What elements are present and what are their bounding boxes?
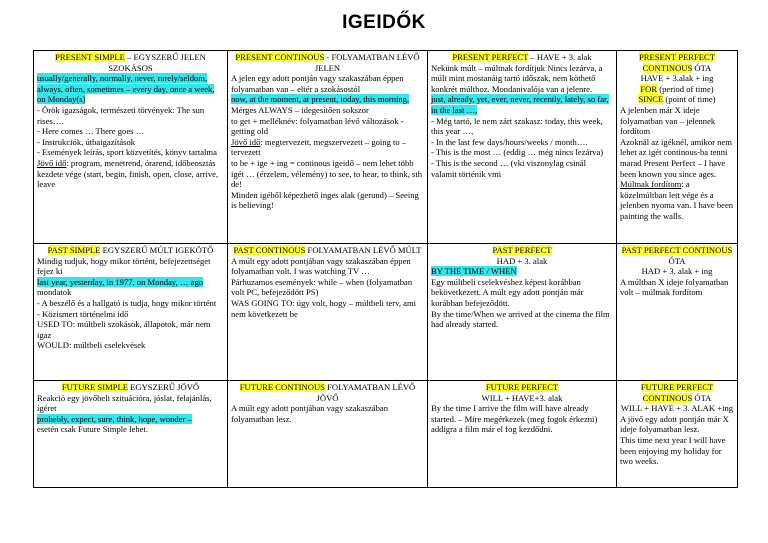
text-line: - Események leírás, sport közvetítés, könyv tartalma [37,147,217,158]
text-line: - Közismert történelmi idő [37,308,129,319]
cell-past-simple [34,244,228,381]
text-line: A múlt egy adott pontjában vagy szakaszában folyamatban lesz. [231,403,389,424]
cell-past-continous [228,244,428,381]
tense-name: PAST CONTINOUS [233,245,306,255]
text-line: (point of time) [663,94,716,105]
tense-name: PAST PERFECT CONTINOUS [621,245,733,255]
cell-past-perfect-continous [617,244,738,381]
tense-subtitle: ÓTA [692,392,712,403]
text-line: mondatok [37,287,72,298]
text-line: - Here comes … There goes … [37,126,145,137]
tense-name: PAST SIMPLE [47,245,101,255]
keyword-since: SINCE [638,94,664,105]
cell-heading [431,382,613,393]
cell-present-continous [228,51,428,244]
text-line: A jelen egy adott pontján vagy szakaszában éppen folyamatban van – eltér a szokásostól [231,73,404,94]
formula: WILL + HAVE+3. alak [481,392,563,403]
tense-subtitle: FOLYAMATBAN LÉVŐ JÖVŐ [316,382,416,403]
cell-heading [231,382,424,403]
text-line: - Instrukciók, útbaigazítások [37,136,136,147]
signal-words: last year, yesterday, in 1977, on Monday, … ago [37,276,204,287]
text-line: USED TO: múltbeli szokások, állapotok, már nem igaz [37,319,211,340]
underlined-term: Jövő idő [231,136,261,147]
text-line: - This is the second … (vki viszonylag csinál valamit történik vmi [431,157,586,179]
text-line: - A beszélő és a hallgató is tudja, hogy mikor történt [37,297,217,308]
underlined-term: Múltnak fordítom [620,179,682,190]
text-line: - In the last few days/hours/weeks / month…. [431,136,588,147]
text-line: : a közelmúltban lett vége és a jelenben nyoma van. I have been painting the walls. [620,179,734,221]
text-line: Egy múltbeli cselekvéshez képest korábban bekövetkezett. A múlt egy adott pontján már korábban befejeződött. [431,276,584,308]
text-line: Mindig tudjuk, hogy mikor történt, befejezettséget fejez ki [37,255,211,277]
cell-present-simple [34,51,228,244]
tense-subtitle: EGYSZERŰ JÖVŐ [128,382,200,392]
cell-future-perfect [428,381,617,488]
cell-heading [620,382,734,403]
text-line: to get + melléknév: folyamatban lévő változások - getting old [231,115,404,137]
tense-name: FUTURE CONTINOUS [239,382,325,392]
text-line: Azoknál az igéknél, amikor nem lehet az igét continous-ba tenni marad Present Perfect – I have been known you since ages. [620,136,732,179]
text-line: : program, menetrend, órarend, időbeosztás kezdete vége (start, begin, finish, open, close, arrive, leave [37,157,219,190]
for-line [620,84,734,95]
tense-subtitle: – HAVE + 3. alak [528,52,592,62]
tense-subtitle: EGYSZERŰ MÚLT IGEKÖTŐ [100,245,214,255]
keyword-for: FOR [640,83,658,94]
cell-heading [37,52,224,73]
text-line: Reakció egy jövőbeli szituációra, jóslat, felajánlás, ígéret [37,392,212,414]
text-line: esetén csak Future Simple lehet. [37,424,148,435]
cell-heading [37,382,224,393]
table-row-past [34,244,738,381]
text-line: to be + ige + ing = continous igeidő – nem lehet több igét … (érzelem, vélemény) to see, to hear, to think, sth de! [231,157,423,190]
text-line: : megtervezett, megszervezett – going to – tervezett [231,136,407,158]
cell-future-simple [34,381,228,488]
tense-name: PRESENT PERFECT [452,52,529,62]
cell-heading [620,245,734,256]
tense-subtitle: ÓTA [692,62,712,73]
text-line: - Még tartó, le nem zárt szakasz: today, this week, this year …, [431,115,603,137]
text-line: Párhuzamos események: while – when (folyamatban volt PC, befejeződött PS) [231,276,413,298]
text-line: (period of time) [657,83,714,94]
signal-words: usually/generally, normally, never, rarely/seldom, always, often, sometimes – every day, once a week, on Monday(s) [37,73,215,105]
text-line: - This is the most … (eddig … még nincs lezárva) [431,147,604,158]
tense-name: PRESENT CONTINOUS [235,52,325,62]
text-line: By the time I arrive the film will have already started. – Mire megérkezek (meg fogok érkezni) addigra a film már el fog kezdődni. [431,403,598,435]
table-row-present [34,51,738,244]
text-line: - Örök igazságok, természeti törvények: The sun rises…. [37,104,205,126]
tense-name: FUTURE PERFECT CONTINOUS [640,382,714,403]
text-line: Minden igéből képezhető inges alak (gerund) – Seeing is believing! [231,189,419,211]
formula: HAD + 3. alak + ing [641,266,713,277]
tense-subtitle: - FOLYAMATBAN LÉVŐ JELEN [314,52,420,73]
cell-heading [231,245,424,256]
signal-words: probebly, expect, sure, think, hope, wonder – [37,413,192,424]
cell-future-continous [228,381,428,488]
text-line: A jövő egy adott pontján már X ideje folyamatban lesz. [620,413,729,435]
formula: WILL + HAVE + 3. ALAK +ing [620,403,734,414]
signal-words: now, at the moment, at present, today, this morning, [231,94,410,105]
cell-future-perfect-continous [617,381,738,488]
text-line: Nekünk múlt – múltnak fordítjuk Nincs lezárva, a múlt mint mostanáig tartó időszak, nem köthető konkrét múlthoz. Mondanivalója van a jelenre. [431,62,603,94]
signal-words: just, already, yet, ever, never, recently, lately, so far, in the last …, [431,94,609,115]
text-line: A múltban X ideje folyamatban volt – múltnak fordítom [620,276,729,298]
tense-name: FUTURE PERFECT [485,382,559,392]
text-line: WOULD: múltbeli cselekvések [37,340,146,351]
tense-name: PAST PERFECT [492,245,552,255]
text-line: Mérges ALWAYS – idegesítően sokszor [231,104,369,115]
text-line: This time next year I will have been enjoying my holiday for two weeks. [620,434,726,467]
cell-present-perfect [428,51,617,244]
cell-heading [620,52,734,73]
tense-name: PRESENT PERFECT CONTINOUS [638,52,715,73]
cell-heading [431,245,613,256]
text-line: A múlt egy adott pontjában vagy szakaszában éppen folyamatban volt. I was watching TV … [231,255,411,277]
cell-heading [37,245,224,256]
text-line: A jelenben már X ideje folyamatban van – jelennek fordítom [620,104,716,137]
tense-subtitle: FOLYAMATBAN LÉVŐ MÚLT [305,245,422,255]
text-line: By the time/When we arrived at the cinema the film had already started. [431,308,610,330]
text-line: WAS GOING TO: úgy volt, hogy – múltbeli terv, ami nem következett be [231,297,417,319]
tense-table [33,50,738,488]
formula: HAVE + 3.alak + ing [640,73,714,84]
tense-name: FUTURE SIMPLE [61,382,128,392]
tense-name: PRESENT SIMPLE [55,52,125,62]
formula: HAD + 3. alak [496,255,548,266]
cell-present-perfect-continous [617,51,738,244]
cell-heading [431,52,613,63]
cell-past-perfect [428,244,617,381]
since-line [620,94,734,105]
tense-subtitle: – EGYSZERŰ JELEN SZOKÁSOS [108,52,206,73]
table-row-future [34,381,738,488]
page-title: IGEIDŐK [342,12,426,33]
signal-words: BY THE TIME / WHEN [431,266,517,277]
cell-heading [231,52,424,73]
tense-subtitle: ÓTA [668,255,686,266]
underlined-term: Jövő idő [37,157,67,168]
